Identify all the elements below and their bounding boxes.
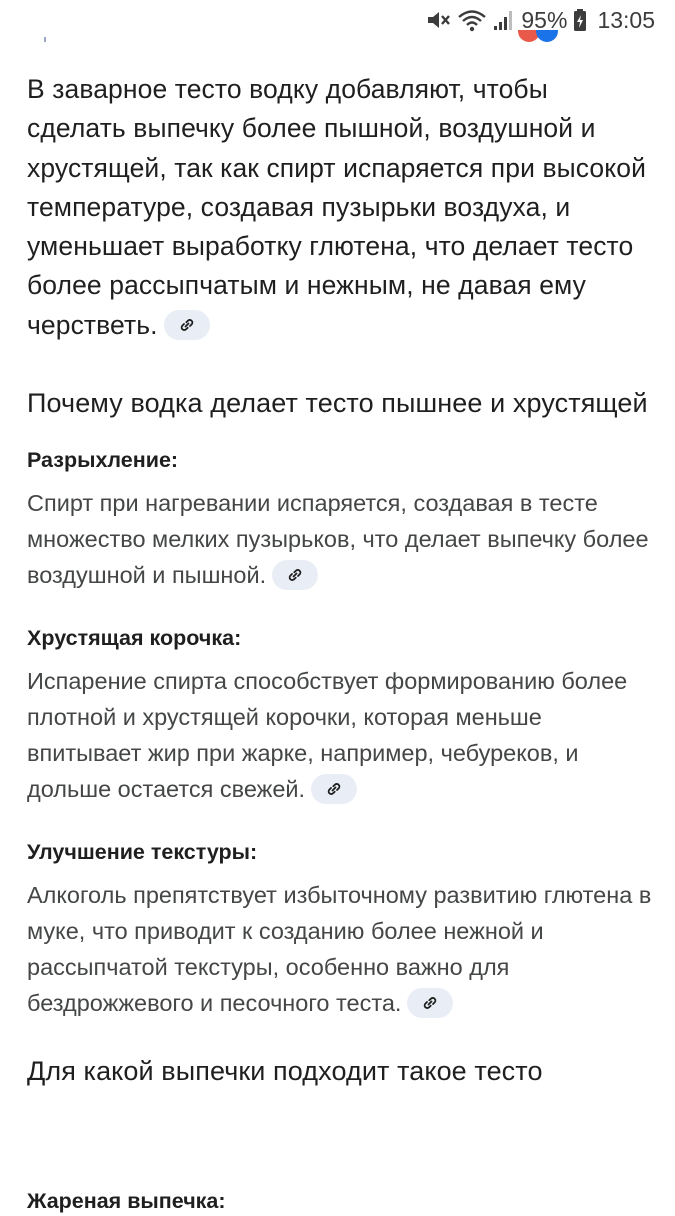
mute-icon xyxy=(425,8,451,32)
point-body xyxy=(27,663,653,807)
point-title: Разрыхление: xyxy=(27,448,179,473)
point-section xyxy=(27,837,653,1021)
wifi-icon xyxy=(457,8,487,32)
point-text: Спирт при нагревании испаряется, создавая в тесте множество мелких пузырьков, что делает выпечку более воздушной и пышной. xyxy=(27,490,649,589)
link-icon xyxy=(286,566,304,584)
point-text: Испарение спирта способствует формированию более плотной и хрустящей корочки, которая меньше впитывает жир при жарке, например, чебуреков, и дольше остается свежей. xyxy=(27,668,628,803)
point-title-cut: Жареная выпечка: xyxy=(27,1189,226,1213)
divider xyxy=(44,37,46,42)
battery-icon xyxy=(573,8,587,32)
signal-icon xyxy=(493,8,513,32)
account-avatars[interactable] xyxy=(512,30,562,44)
avatar xyxy=(536,30,558,42)
link-icon xyxy=(178,316,196,334)
source-link-chip[interactable] xyxy=(272,560,318,590)
point-text: Алкоголь препятствует избыточному развитию глютена в муке, что приводит к созданию более нежной и рассыпчатой текстуры, особенно важно для бездрожжевого и песочного теста. xyxy=(27,882,652,1017)
clock: 13:05 xyxy=(597,6,655,33)
link-icon xyxy=(421,994,439,1012)
point-section xyxy=(27,623,653,807)
point-title: Хрустящая корочка: xyxy=(27,626,242,651)
point-section xyxy=(27,445,653,593)
status-bar xyxy=(0,0,675,40)
answer-content xyxy=(27,70,653,1091)
source-link-chip[interactable] xyxy=(407,988,453,1018)
point-body xyxy=(27,877,653,1021)
point-body xyxy=(27,485,653,593)
section-heading-which: Для какой выпечки подходит такое тесто xyxy=(27,1056,543,1087)
link-icon xyxy=(325,780,343,798)
battery-percent: 95% xyxy=(521,6,568,33)
intro-paragraph xyxy=(27,70,653,345)
source-link-chip[interactable] xyxy=(311,774,357,804)
section-heading-why: Почему водка делает тесто пышнее и хрустящей xyxy=(27,388,648,419)
point-title: Улучшение текстуры: xyxy=(27,840,258,865)
intro-text: В заварное тесто водку добавляют, чтобы сделать выпечку более пышной, воздушной и хрустящей, так как спирт испаряется при высокой температуре, создавая пузырьки воздуха, и уменьшает выработку глютена, что делает тесто более рассыпчатым и нежным, не давая ему черстветь. xyxy=(27,74,647,340)
source-link-chip[interactable] xyxy=(164,310,210,340)
